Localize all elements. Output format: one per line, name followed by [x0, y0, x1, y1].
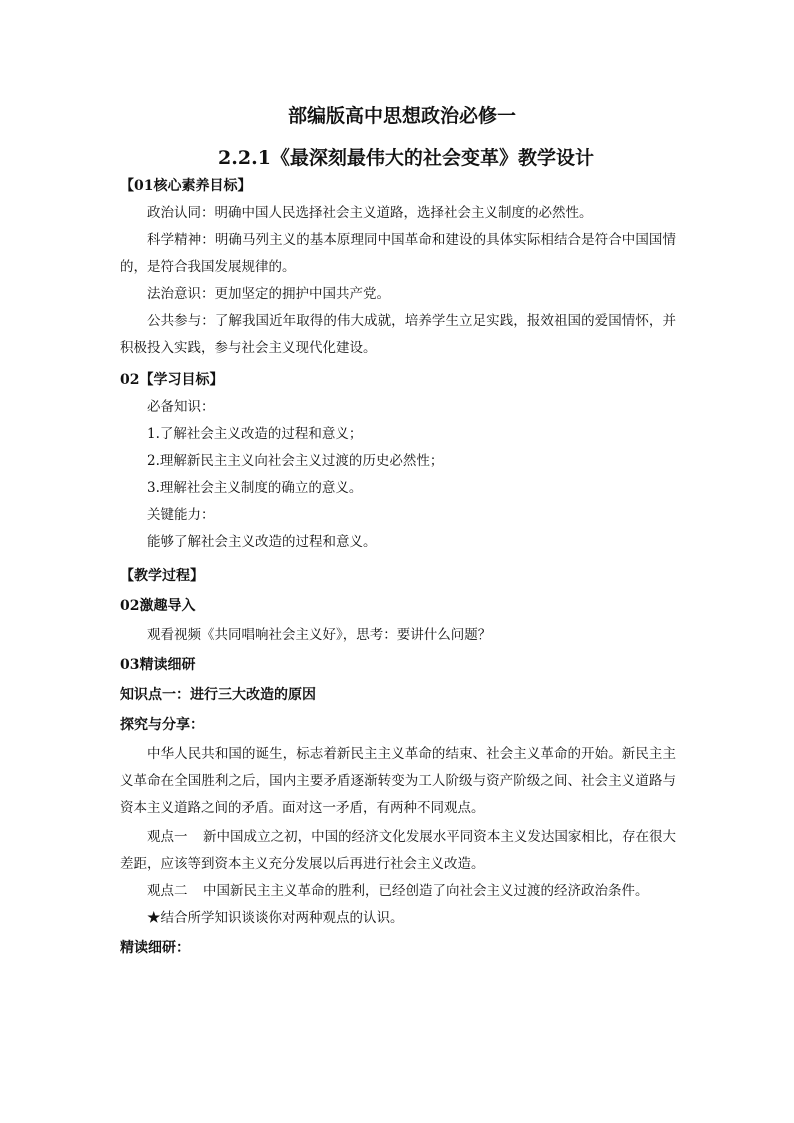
knowledge-label: 必备知识： [147, 399, 215, 415]
document-subtitle: 2.2.1《最深刻最伟大的社会变革》教学设计 [218, 147, 594, 169]
viewpoint-one-text: 新中国成立之初，中国的经济文化发展水平同资本主义发达国家相比，存在很大差距，应该等到资本主义充分发展以后再进行社会主义改造。 [120, 829, 676, 872]
learning-goals-heading: 02【学习目标】 [120, 372, 224, 388]
document-title: 部编版高中思想政治必修一 [287, 105, 516, 127]
task-text: ★结合所学知识谈谈你对两种观点的认识。 [147, 910, 404, 926]
viewpoint-one [120, 824, 676, 878]
core-item-law: 法治意识：更加坚定的拥护中国共产党。 [147, 286, 390, 302]
knowledge-item-3: 3.理解社会主义制度的确立的意义。 [147, 480, 363, 496]
viewpoint-two [120, 878, 676, 905]
teaching-process-heading: 【教学过程】 [120, 568, 204, 584]
reading-heading: 03精读细研 [120, 657, 196, 673]
intro-text: 观看视频《共同唱响社会主义好》，思考：要讲什么问题？ [147, 627, 492, 643]
explore-share-heading: 探究与分享： [120, 717, 204, 733]
ability-label: 关键能力： [147, 507, 215, 523]
ability-text: 能够了解社会主义改造的过程和意义。 [147, 534, 377, 550]
document-body [120, 100, 676, 962]
core-literacy-heading: 【01核心素养目标】 [120, 178, 252, 194]
core-item-science: 科学精神：明确马列主义的基本原理同中国革命和建设的具体实际相结合是符合中国国情的，是符合我国发展规律的。 [120, 232, 676, 275]
intro-heading: 02激趣导入 [120, 598, 196, 614]
explore-text: 中华人民共和国的诞生，标志着新民主主义革命的结束、社会主义革命的开始。新民主主义革命在全国胜利之后，国内主要矛盾逐渐转变为工人阶级与资产阶级之间、社会主义道路与资本主义道路之间的矛盾。面对这一矛盾，有两种不同观点。 [120, 746, 676, 816]
core-item-participation: 公共参与：了解我国近年取得的伟大成就，培养学生立足实践，报效祖国的爱国情怀，并积极投入实践，参与社会主义现代化建设。 [120, 313, 676, 356]
knowledge-item-2: 2.理解新民主主义向社会主义过渡的历史必然性； [147, 453, 444, 469]
viewpoint-one-label: 观点一 [147, 829, 188, 845]
viewpoint-two-label: 观点二 [147, 883, 188, 899]
close-reading-heading: 精读细研： [120, 940, 190, 956]
knowledge-point-heading: 知识点一：进行三大改造的原因 [120, 687, 316, 703]
knowledge-item-1: 1.了解社会主义改造的过程和意义； [147, 426, 363, 442]
viewpoint-two-text: 中国新民主主义革命的胜利，已经创造了向社会主义过渡的经济政治条件。 [203, 883, 649, 899]
core-item-political: 政治认同：明确中国人民选择社会主义道路，选择社会主义制度的必然性。 [147, 205, 593, 221]
